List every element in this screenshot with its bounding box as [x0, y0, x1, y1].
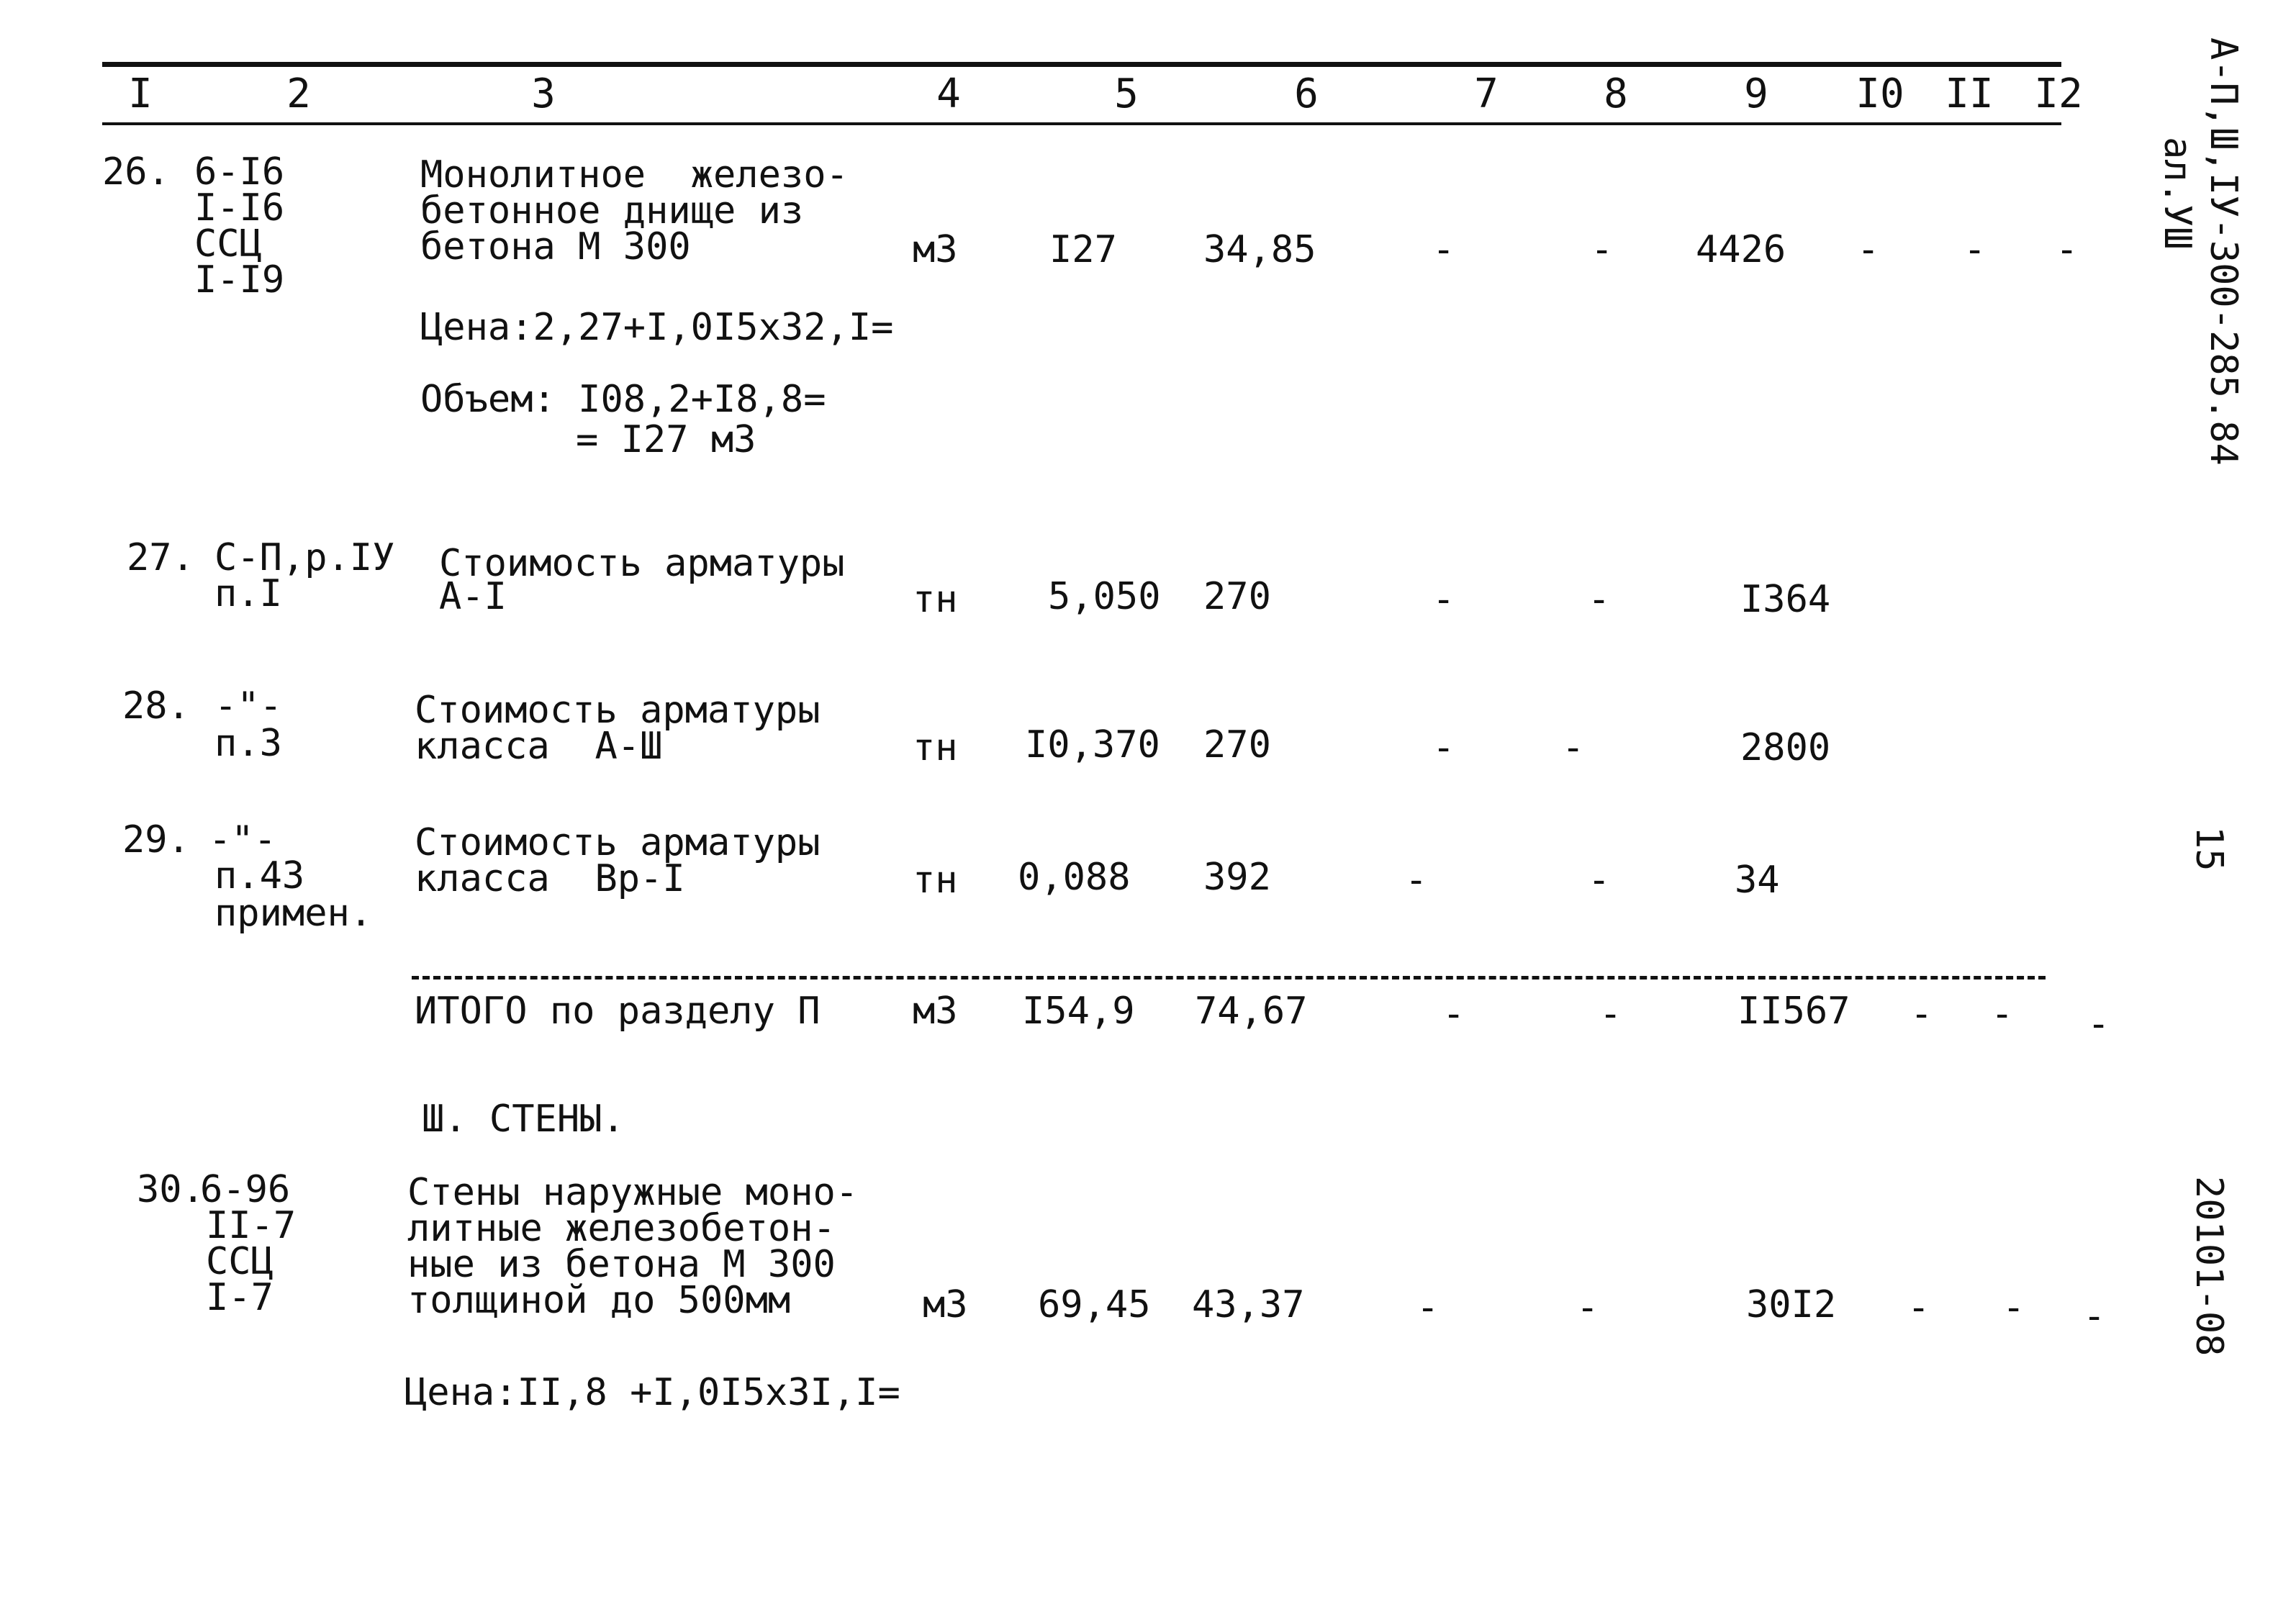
document-code: А-П,Ш,IУ-300-285.84: [2202, 37, 2245, 466]
row-col11: -: [1963, 228, 1987, 271]
row-description: литные железобетон-: [407, 1207, 836, 1250]
page-number: 15: [2187, 826, 2231, 872]
row-quantity: I27: [1049, 228, 1117, 271]
row-code: I-I9: [194, 258, 285, 302]
row-description: класса Вр-I: [415, 857, 685, 900]
row-code: -"-: [209, 818, 276, 861]
row-description: класса А-Ш: [415, 725, 663, 768]
row-code: С-П,р.IУ: [214, 536, 395, 579]
row-code: ССЦ: [206, 1240, 274, 1283]
total-quantity: I54,9: [1022, 990, 1135, 1033]
row-code: п.43: [214, 854, 305, 897]
row-description: бетонное днище из: [420, 189, 804, 232]
row-number: 28.: [122, 684, 190, 728]
row-description: Стоимость арматуры: [415, 689, 821, 732]
row-code: 6-96: [200, 1168, 291, 1211]
row-col7: -: [1432, 726, 1455, 769]
total-col11: -: [1991, 992, 2014, 1036]
row-col10: -: [1907, 1286, 1930, 1329]
header-col-7: 7: [1474, 71, 1499, 117]
row-code: I-I6: [194, 186, 285, 230]
row-total-cost: I364: [1740, 578, 1831, 621]
row-unit: тн: [913, 859, 958, 902]
total-label: ИТОГО по разделу П: [415, 990, 821, 1033]
volume-result: = I27 м3: [576, 418, 756, 461]
subtotal-separator: [412, 976, 2046, 980]
row-code: 6-I6: [194, 150, 285, 194]
row-description: Стоимость арматуры: [415, 821, 821, 864]
header-col-2: 2: [286, 71, 311, 117]
row-col8: -: [1588, 578, 1611, 621]
row-unit: тн: [913, 726, 958, 769]
header-col-12: I2: [2034, 71, 2083, 117]
row-col7: -: [1405, 859, 1428, 902]
header-col-8: 8: [1604, 71, 1628, 117]
row-quantity: I0,370: [1025, 723, 1160, 766]
volume-formula: Объем: I08,2+I8,8=: [420, 378, 826, 421]
row-description: бетона М 300: [420, 225, 691, 268]
total-cost: II567: [1737, 990, 1850, 1033]
row-description: толщиной до 500мм: [407, 1279, 791, 1322]
row-col8: -: [1588, 859, 1611, 902]
header-col-11: II: [1945, 71, 1994, 117]
row-code: примен.: [214, 892, 373, 935]
row-number: 27.: [127, 536, 194, 579]
row-code: I-7: [206, 1276, 274, 1319]
row-price: 270: [1203, 723, 1271, 766]
row-col10: -: [1857, 228, 1880, 271]
row-description: ные из бетона М 300: [407, 1243, 836, 1286]
row-unit: тн: [913, 578, 958, 621]
row-col12: -: [2056, 228, 2079, 271]
total-col8: -: [1599, 992, 1622, 1036]
row-col11: -: [2002, 1286, 2025, 1329]
header-col-6: 6: [1294, 71, 1319, 117]
row-total-cost: 4426: [1696, 228, 1786, 271]
row-code: -"-: [214, 684, 282, 728]
album-number: ал.УШ: [2156, 137, 2199, 250]
table-top-rule: [102, 62, 2061, 67]
total-col10: -: [1910, 992, 1933, 1036]
row-number: 29.: [122, 818, 190, 861]
header-bottom-rule: [102, 122, 2061, 125]
row-col12: -: [2083, 1295, 2106, 1338]
row-description: Стены наружные моно-: [407, 1171, 859, 1214]
row-col8: -: [1576, 1286, 1599, 1329]
header-col-3: 3: [531, 71, 556, 117]
total-col12: -: [2087, 1003, 2110, 1046]
row-col7: -: [1416, 1286, 1439, 1329]
header-col-1: I: [128, 71, 153, 117]
row-code: п.I: [214, 572, 282, 615]
row-code: ССЦ: [194, 222, 262, 266]
row-quantity: 5,050: [1048, 575, 1161, 618]
archive-number: 20101-08: [2187, 1176, 2231, 1357]
row-number: 26.: [102, 150, 170, 194]
row-total-cost: 2800: [1740, 726, 1831, 769]
row-price: 34,85: [1203, 228, 1316, 271]
row-col8: -: [1591, 228, 1614, 271]
header-col-9: 9: [1744, 71, 1768, 117]
total-col7: -: [1442, 992, 1465, 1036]
row-price: 270: [1203, 575, 1271, 618]
row-description: Монолитное железо-: [420, 153, 849, 196]
header-col-10: I0: [1856, 71, 1904, 117]
total-unit: м3: [913, 990, 958, 1033]
row-price: 392: [1203, 856, 1271, 899]
row-price: 43,37: [1192, 1283, 1305, 1326]
row-description: А-I: [439, 575, 507, 618]
section-title: Ш. СТЕНЫ.: [422, 1098, 625, 1141]
row-total-cost: 30I2: [1746, 1283, 1837, 1326]
row-description: Стоимость арматуры: [439, 542, 845, 585]
row-number: 30.: [137, 1168, 204, 1211]
row-quantity: 69,45: [1038, 1283, 1151, 1326]
row-col7: -: [1432, 578, 1455, 621]
row-code: II-7: [206, 1204, 297, 1247]
row-quantity: 0,088: [1018, 856, 1131, 899]
row-col7: -: [1432, 228, 1455, 271]
header-col-4: 4: [936, 71, 961, 117]
row-col8: -: [1562, 726, 1585, 769]
header-col-5: 5: [1114, 71, 1139, 117]
row-unit: м3: [923, 1283, 968, 1326]
total-price: 74,67: [1195, 990, 1308, 1033]
price-formula: Цена:II,8 +I,0I5x3I,I=: [404, 1371, 900, 1414]
row-total-cost: 34: [1735, 859, 1780, 902]
row-unit: м3: [913, 228, 958, 271]
price-formula: Цена:2,27+I,0I5x32,I=: [420, 306, 894, 349]
row-code: п.3: [214, 722, 282, 765]
